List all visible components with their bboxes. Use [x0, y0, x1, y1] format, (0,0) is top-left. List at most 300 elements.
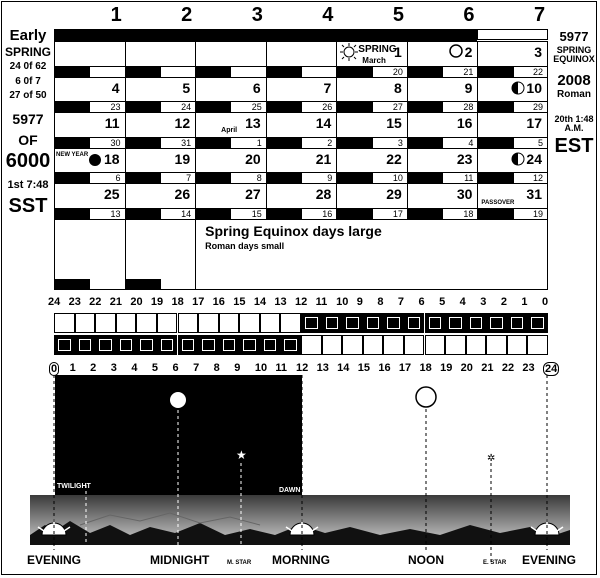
spring-day-number: 10 [526, 79, 542, 96]
roman-day-rule [55, 172, 125, 173]
evening-label: EVENING [27, 553, 82, 567]
hour-box [75, 313, 96, 333]
spring-day-number: 25 [103, 186, 120, 202]
hour-box [425, 335, 446, 355]
twilight-label: TWILIGHT [57, 483, 91, 490]
roman-day-bar [267, 67, 302, 77]
hour-label-top: 10 [336, 296, 349, 308]
spring-day-number: 7 [323, 79, 332, 96]
roman-day-bar [126, 67, 161, 77]
calendar-cell [407, 112, 478, 148]
total-years: 6000 [5, 150, 51, 173]
hour-box [239, 335, 260, 355]
calendar-cell [54, 77, 125, 113]
roman-day-rule [196, 137, 266, 138]
day-header-4: 4 [322, 4, 334, 26]
calendar-cell [407, 148, 478, 184]
spring-day-number: 16 [456, 115, 473, 131]
calendar-cell [266, 77, 337, 113]
hour-box [75, 335, 96, 355]
hour-box [445, 313, 466, 333]
legend-large: Spring Equinox days large [205, 222, 382, 239]
hour-box-inner [490, 317, 503, 329]
roman-day-bar [55, 102, 90, 112]
hour-box [198, 335, 219, 355]
spring-day-number: 11 [104, 115, 120, 131]
roman-day-number: 3 [397, 137, 403, 148]
hour-label-bottom: 3 [110, 362, 117, 374]
last-quarter-icon [511, 152, 525, 171]
roman-day-bar [267, 102, 302, 112]
of-label: OF [18, 131, 38, 148]
spring-day-number: 22 [386, 150, 402, 167]
roman-day-bar [337, 67, 372, 77]
hour-label-top: 6 [418, 296, 425, 308]
hour-box [136, 335, 157, 355]
hour-box [322, 335, 343, 355]
roman-day-rule [126, 172, 196, 173]
hour-label-bottom: 12 [296, 362, 309, 374]
spring-day-number: 23 [456, 150, 473, 167]
roman-day-bar [126, 138, 161, 148]
hour-box-inner [284, 339, 297, 351]
calendar-cell [125, 112, 196, 148]
spring-day-number: 4 [111, 79, 120, 96]
hour-label-top: 13 [274, 296, 287, 308]
estar-label: E. STAR [483, 560, 507, 566]
hour-box-inner [223, 339, 236, 351]
hour-box-inner [408, 317, 421, 329]
hour-box-inner [367, 317, 380, 329]
roman-day-rule [267, 137, 337, 138]
roman-day-bar [196, 138, 231, 148]
calendar-cell [266, 183, 337, 219]
calendar-cell [336, 183, 407, 219]
hour-box [116, 335, 137, 355]
legend-cell [125, 219, 196, 291]
dawn-label: DAWN [279, 487, 301, 494]
calendar-cell [195, 77, 266, 113]
hour-label-bottom: 18 [419, 362, 432, 374]
calendar-cell [125, 41, 196, 77]
hour-box [466, 313, 487, 333]
noon-sun-icon [416, 387, 436, 407]
roman-day-rule [408, 137, 478, 138]
roman-day-number: 21 [463, 66, 474, 77]
calendar-grid [54, 29, 548, 290]
roman-day-number: 8 [256, 173, 262, 183]
hour-box [116, 313, 137, 333]
roman-day-bar [55, 138, 90, 148]
hour-box-inner [531, 317, 544, 329]
hour-box-inner [243, 339, 256, 351]
evening-star-icon: ✲ [487, 453, 496, 464]
hour-box-inner [449, 317, 462, 329]
hour-box [280, 313, 301, 333]
hour-box [404, 313, 425, 333]
day-header-2: 2 [181, 4, 193, 26]
roman-day-number: 26 [322, 102, 333, 112]
hour-box [260, 313, 281, 333]
top-black-bar [54, 29, 477, 41]
hour-label-top: 20 [130, 296, 143, 308]
hour-label-top: 7 [397, 296, 405, 308]
evening-right-label: EVENING [522, 553, 577, 567]
hour-label-bottom: 1 [69, 362, 76, 374]
calendar-cell [195, 148, 266, 184]
calendar-cell [336, 77, 407, 113]
hour-label-bottom: 24 [545, 363, 558, 375]
morning-label: MORNING [272, 553, 330, 567]
hour-label-bottom: 16 [378, 362, 391, 374]
march-label: March [362, 56, 386, 65]
count-line-3: 27 of 50 [9, 90, 47, 102]
hour-label-top: 14 [253, 296, 267, 308]
legend-cell [54, 219, 125, 291]
hour-box-inner [140, 339, 153, 351]
sun-burst-icon [340, 43, 358, 66]
roman-day-bar [196, 67, 231, 77]
hour-label-top: 17 [192, 296, 205, 308]
morning-star-icon: ★ [236, 448, 247, 462]
roman-day-number: 23 [110, 102, 121, 112]
hour-label-top: 11 [315, 296, 328, 308]
roman-day-bar [478, 102, 513, 112]
count-line-1: 24 0f 62 [9, 61, 47, 73]
roman-day-number: 17 [392, 208, 403, 219]
roman-day-bar [196, 102, 231, 112]
hour-box [363, 313, 384, 333]
left-panel [2, 28, 54, 217]
hour-label-top: 9 [356, 296, 363, 308]
hour-label-bottom: 19 [440, 362, 453, 374]
hebrew-year: 5977 [12, 110, 44, 127]
midnight-label: MIDNIGHT [150, 553, 210, 567]
hour-box [486, 335, 507, 355]
hour-label-bottom: 6 [172, 362, 179, 374]
hour-box-inner [387, 317, 400, 329]
hour-box [445, 335, 466, 355]
hour-box [157, 313, 178, 333]
calendar-cell [477, 112, 548, 148]
legend-bar [126, 279, 161, 289]
gregorian-year: 2008 [557, 71, 591, 89]
noon-label: NOON [408, 553, 444, 567]
hour-box-inner [58, 339, 71, 351]
roman-day-number: 16 [322, 208, 333, 219]
hour-label-bottom: 21 [481, 362, 494, 374]
spring-day-number: 14 [315, 115, 332, 131]
hour-label-bottom: 15 [357, 362, 370, 374]
roman-day-number: 12 [532, 173, 543, 183]
calendar-cell [477, 41, 548, 77]
hour-box [425, 313, 446, 333]
roman-day-bar [337, 102, 372, 112]
day-header-1: 1 [110, 4, 122, 26]
roman-day-bar [408, 138, 443, 148]
top-white-bar [477, 29, 548, 40]
hour-label-bottom: 4 [131, 362, 138, 374]
roman-day-bar [55, 173, 90, 183]
day-header-5: 5 [392, 4, 404, 26]
roman-day-number: 14 [181, 208, 192, 219]
full-moon-icon [170, 392, 186, 408]
roman-day-bar [196, 209, 231, 219]
calendar-cell [195, 41, 266, 77]
hour-label-bottom: 17 [398, 362, 412, 374]
hour-label-bottom: 22 [501, 362, 515, 374]
first-quarter-icon [511, 81, 525, 100]
calendar-cell [54, 183, 125, 219]
spring-day-number: 31 [526, 186, 542, 202]
roman-day-rule [478, 137, 547, 138]
equinox-zone: EST [554, 134, 594, 157]
roman-day-number: 31 [181, 137, 192, 148]
hour-box [507, 335, 528, 355]
mstar-label: M. STAR [227, 560, 252, 566]
roman-day-rule [196, 172, 266, 173]
hour-label-top: 24 [48, 296, 61, 308]
hour-box-inner [470, 317, 483, 329]
roman-day-number: 28 [463, 102, 474, 112]
hour-box [219, 335, 240, 355]
hour-box [301, 313, 322, 333]
equinox-line-1: SPRING [556, 44, 592, 55]
spring-day-number: 12 [174, 115, 191, 131]
spring-day-number: 21 [315, 150, 332, 167]
hour-box-inner [182, 339, 195, 351]
hour-box [54, 313, 75, 333]
roman-day-bar [196, 173, 231, 183]
roman-day-bar [478, 67, 513, 77]
hour-box-inner [511, 317, 524, 329]
hour-label-bottom: 0 [51, 363, 58, 375]
hour-box [178, 313, 199, 333]
hour-box [342, 313, 363, 333]
roman-day-number: 19 [532, 208, 543, 219]
calendar-cell [266, 112, 337, 148]
hour-label-top: 18 [171, 296, 184, 308]
roman-day-bar [408, 173, 443, 183]
calendar-cell [336, 148, 407, 184]
hour-label-bottom: 11 [275, 362, 288, 374]
spring-day-number: 26 [174, 186, 191, 202]
equinox-line-2: EQUINOX [553, 54, 595, 65]
equinox-ampm: A.M. [564, 123, 584, 134]
hour-label-top: 23 [68, 296, 81, 308]
roman-day-bar [126, 209, 161, 219]
hour-box-inner [346, 317, 359, 329]
calendar-cell [407, 183, 478, 219]
spring-day-number: 1 [394, 44, 402, 60]
spring-day-number: 30 [456, 186, 473, 202]
hour-box-inner [202, 339, 215, 351]
roman-day-number: 1 [256, 137, 262, 148]
gregorian-label: Roman [557, 89, 591, 101]
hour-box-inner [161, 339, 174, 351]
roman-day-number: 10 [392, 173, 403, 183]
roman-day-rule [267, 172, 337, 173]
roman-day-bar [478, 173, 513, 183]
spring-day-number: 20 [245, 150, 261, 167]
calendar-cell [125, 183, 196, 219]
hour-box [178, 335, 199, 355]
roman-day-number: 15 [251, 208, 262, 219]
spring-day-number: 2 [464, 44, 473, 60]
full-moon-black-icon [88, 153, 102, 172]
hour-box-inner [326, 317, 339, 329]
roman-day-bar [126, 102, 161, 112]
legend-small: Roman days small [205, 240, 285, 251]
roman-day-bar [267, 173, 302, 183]
spring-marker-label: SPRING [358, 44, 397, 55]
roman-day-number: 11 [464, 173, 474, 183]
hour-box [301, 335, 322, 355]
roman-day-bar [337, 209, 372, 219]
hour-label-bottom: 23 [522, 362, 535, 374]
roman-day-number: 29 [532, 102, 543, 112]
roman-day-bar [408, 102, 443, 112]
spring-day-number: 29 [386, 186, 402, 202]
hour-box [136, 313, 157, 333]
spring-day-number: 9 [464, 79, 473, 96]
day-header-7: 7 [534, 4, 546, 26]
calendar-cell [125, 77, 196, 113]
roman-day-bar [267, 138, 302, 148]
spring-day-number: 15 [386, 115, 402, 131]
roman-day-number: 9 [327, 173, 333, 183]
spring-day-number: 17 [526, 115, 542, 131]
hour-label-top: 21 [109, 296, 122, 308]
hour-box-inner [79, 339, 92, 351]
hour-box [54, 335, 75, 355]
calendar-cell [336, 112, 407, 148]
hour-box [260, 335, 281, 355]
roman-day-bar [408, 67, 443, 77]
roman-day-rule [196, 66, 266, 67]
hour-label-top: 8 [377, 296, 384, 308]
hour-label-top: 4 [459, 296, 466, 308]
spring-day-number: 8 [394, 79, 402, 96]
start-time: 1st 7:48 [7, 179, 49, 192]
right-panel [550, 30, 598, 157]
day-night-scene [0, 375, 600, 575]
roman-day-bar [126, 173, 161, 183]
hour-label-top: 3 [480, 296, 487, 308]
hour-box [95, 313, 116, 333]
hour-label-top: 5 [439, 296, 446, 308]
hour-box [466, 335, 487, 355]
spring-day-number: 13 [245, 115, 261, 131]
spring-day-number: 27 [245, 186, 261, 202]
calendar-cell [195, 183, 266, 219]
roman-day-number: 7 [186, 173, 192, 183]
day-header-6: 6 [463, 4, 475, 26]
spring-day-number: 6 [252, 79, 261, 96]
hour-label-bottom: 13 [316, 362, 329, 374]
roman-day-rule [267, 66, 337, 67]
hour-label-top: 2 [500, 296, 507, 308]
spring-day-number: 18 [103, 150, 120, 167]
hour-box [363, 335, 384, 355]
day-header-3: 3 [251, 4, 263, 26]
legend-bar [55, 279, 90, 289]
count-line-2: 6 0f 7 [15, 75, 41, 87]
hour-label-bottom: 20 [460, 362, 473, 374]
hour-label-bottom: 9 [234, 362, 241, 374]
right-year: 5977 [559, 29, 589, 44]
hour-box [157, 335, 178, 355]
calendar-cell [54, 41, 125, 77]
spring-day-number: 3 [534, 44, 542, 60]
roman-day-number: 20 [392, 66, 403, 77]
spring-day-number: 24 [526, 150, 542, 167]
roman-day-bar [267, 209, 302, 219]
season-label: Early [9, 27, 47, 44]
hour-box [239, 313, 260, 333]
hour-box [527, 313, 548, 333]
hour-label-top: 12 [295, 296, 308, 308]
hour-label-top: 0 [542, 296, 549, 308]
hour-box [404, 335, 425, 355]
hour-box-inner [429, 317, 442, 329]
roman-day-bar [337, 138, 372, 148]
hour-box-inner [99, 339, 112, 351]
roman-day-number: 27 [392, 102, 403, 112]
hour-label-bottom: 7 [193, 362, 200, 374]
hour-box [507, 313, 528, 333]
roman-day-rule [55, 66, 125, 67]
roman-day-bar [337, 173, 372, 183]
spring-day-number: 19 [174, 150, 191, 167]
roman-day-bar [478, 209, 513, 219]
roman-day-number: 22 [532, 66, 543, 77]
spring-label: SPRING [4, 44, 51, 59]
roman-day-number: 30 [110, 137, 121, 148]
hour-box [383, 313, 404, 333]
hour-label-top: 16 [212, 296, 225, 308]
roman-day-bar [55, 209, 90, 219]
calendar-cell [407, 41, 478, 77]
calendar-cell [54, 112, 125, 148]
hour-label-bottom: 8 [213, 362, 220, 374]
roman-day-bar [408, 209, 443, 219]
hour-box [322, 313, 343, 333]
calendar-cell [407, 77, 478, 113]
roman-day-number: 18 [463, 208, 474, 219]
hour-box [95, 335, 116, 355]
hour-box [198, 313, 219, 333]
roman-day-rule [126, 66, 196, 67]
hour-box [219, 313, 240, 333]
hour-label-top: 15 [233, 296, 246, 308]
roman-day-bar [55, 67, 90, 77]
hour-box-inner [120, 339, 133, 351]
roman-day-number: 24 [181, 102, 192, 112]
calendar-cell [125, 148, 196, 184]
hour-label-top: 22 [89, 296, 102, 308]
calendar-cell [266, 148, 337, 184]
roman-day-rule [337, 137, 407, 138]
hour-label-bottom: 14 [337, 362, 350, 374]
roman-day-number: 2 [327, 137, 333, 148]
roman-day-number: 25 [251, 102, 262, 112]
hour-box-inner [264, 339, 277, 351]
hour-box [280, 335, 301, 355]
equinox-time: 20th 1:48 [554, 113, 594, 124]
roman-day-number: 4 [468, 137, 474, 148]
hour-label-top: 1 [521, 296, 528, 308]
